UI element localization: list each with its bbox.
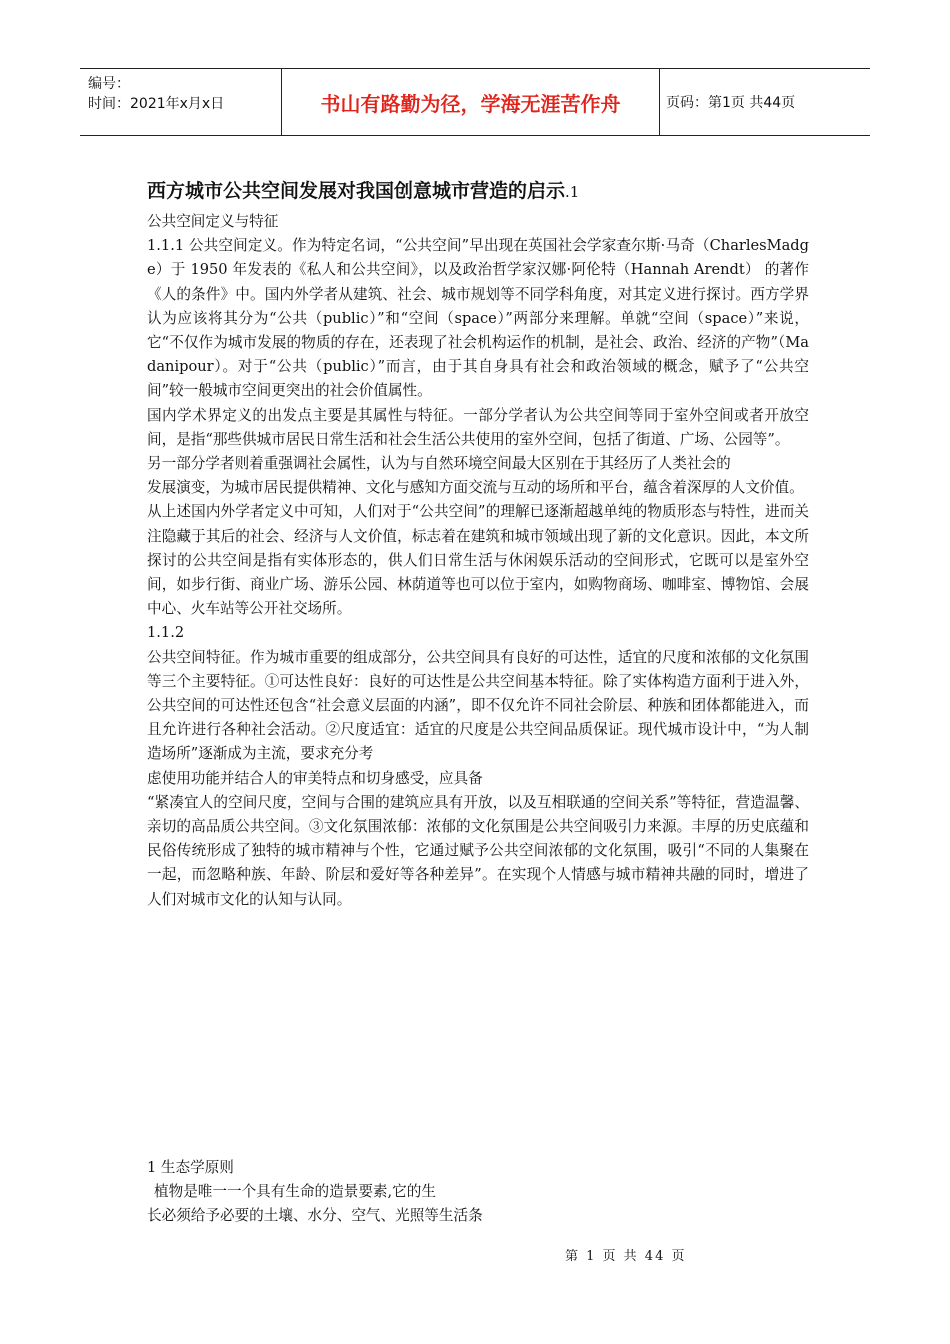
paragraph-features: 公共空间特征。作为城市重要的组成部分，公共空间具有良好的可达性，适宜的尺度和浓郁的文化氛围等三个主要特征。①可达性良好：良好的可达性是公共空间基本特征。除了实体构造方面利于进入外，公共空间的可达性还包含“社会意义层面的内涵”，即不仅允许不同社会阶层、种族和团体都能进入，而且允许进行各种社会活动。②尺度适宜：适宜的尺度是公共空间品质保证。现代城市设计中，“为人制造场所”逐渐成为主流，要求充分考 [147,648,809,763]
page-info: 页码：第1页 共44页 [666,95,796,111]
paragraph-summary: 从上述国内外学者定义中可知，人们对于“公共空间”的理解已逐渐超越单纯的物质形态与特性，进而关注隐藏于其后的社会、经济与人文价值，标志着在建筑和城市领域出现了新的文化意识。因此，本文所探讨的公共空间是指有实体形态的，供人们日常生活与休闲娱乐活动的空间形式，它既可以是室外空间，如步行街、商业广场、游乐公园、林荫道等也可以位于室内，如购物商场、咖啡室、博物馆、会展中心、火车站等公开社交场所。 [147,503,809,618]
document-header [80,68,870,136]
paragraph-social-view-cont: 发展演变，为城市居民提供精神、文化与感知方面交流与互动的场所和平台，蕴含着深厚的人文价值。 [147,479,804,497]
lower-section [147,1156,809,1229]
paragraph-domestic-view: 国内学术界定义的出发点主要是其属性与特征。一部分学者认为公共空间等同于室外空间或者开放空间，是指“那些供城市居民日常生活和社会生活公共使用的室外空间，包括了街道、广场、公园等”。 [147,406,809,448]
paragraph-social-view: 另一部分学者则着重强调社会属性，认为与自然环境空间最大区别在于其经历了人类社会的 [147,455,731,473]
date-label: 时间：2021年x月x日 [88,96,225,112]
ecology-heading: 1 生态学原则 [147,1159,234,1176]
section-number: 1.1.2 [147,624,185,642]
document-title [147,176,579,203]
document-body [147,210,809,912]
section-heading: 公共空间定义与特征 [147,213,279,230]
code-label: 编号： [88,76,130,92]
document-title-suffix: .1 [565,183,580,201]
paragraph-definition: 1.1.1 公共空间定义。作为特定名词，“公共空间”早出现在英国社会学家查尔斯·马奇（CharlesMadge）于 1950 年发表的《私人和公共空间》，以及政治哲学家汉娜·阿伦特（Hannah Arendt） 的著作《人的条件》中。国内外学者从建筑、社会、城市规划等不同学科角度，对其定义进行探讨。西方学界认为应该将其分为“公共（public）”和“空间（space）”两部分来理解。单就“空间（space）”来说，它“不仅作为城市发展的物质的存在，还表现了社会机构运作的机制，是社会、政治、经济的产物”（Madanipour）。对于“公共（public）”而言，由于其自身具有社会和政治领域的概念，赋予了“公共空间”较一般城市空间更突出的社会价值属性。 [147,237,809,400]
paragraph-features-cont: 虑使用功能并结合人的审美特点和切身感受，应具备 [147,769,483,787]
document-title-text: 西方城市公共空间发展对我国创意城市营造的启示 [147,180,566,202]
header-meta-cell [80,69,282,135]
ecology-line-1: 植物是唯一一个具有生命的造景要素,它的生 [154,1183,436,1201]
paragraph-features-end: “紧凑宜人的空间尺度，空间与合围的建筑应具有开放，以及互相联通的空间关系”等特征，营造温馨、亲切的高品质公共空间。③文化氛围浓郁：浓郁的文化氛围是公共空间吸引力来源。丰厚的历史底蕴和民俗传统形成了独特的城市精神与个性，它通过赋予公共空间浓郁的文化氛围，吸引“不同的人集聚在一起，而忽略种族、年龄、阶层和爱好等各种差异”。在实现个人情感与城市精神共融的同时，增进了人们对城市文化的认知与认同。 [147,793,809,908]
page-footer: 第 1 页 共 44 页 [565,1249,687,1264]
ecology-line-2: 长必须给予必要的土壤、水分、空气、光照等生活条 [147,1207,483,1225]
motto: 书山有路勤为径，学海无涯苦作舟 [282,69,660,135]
